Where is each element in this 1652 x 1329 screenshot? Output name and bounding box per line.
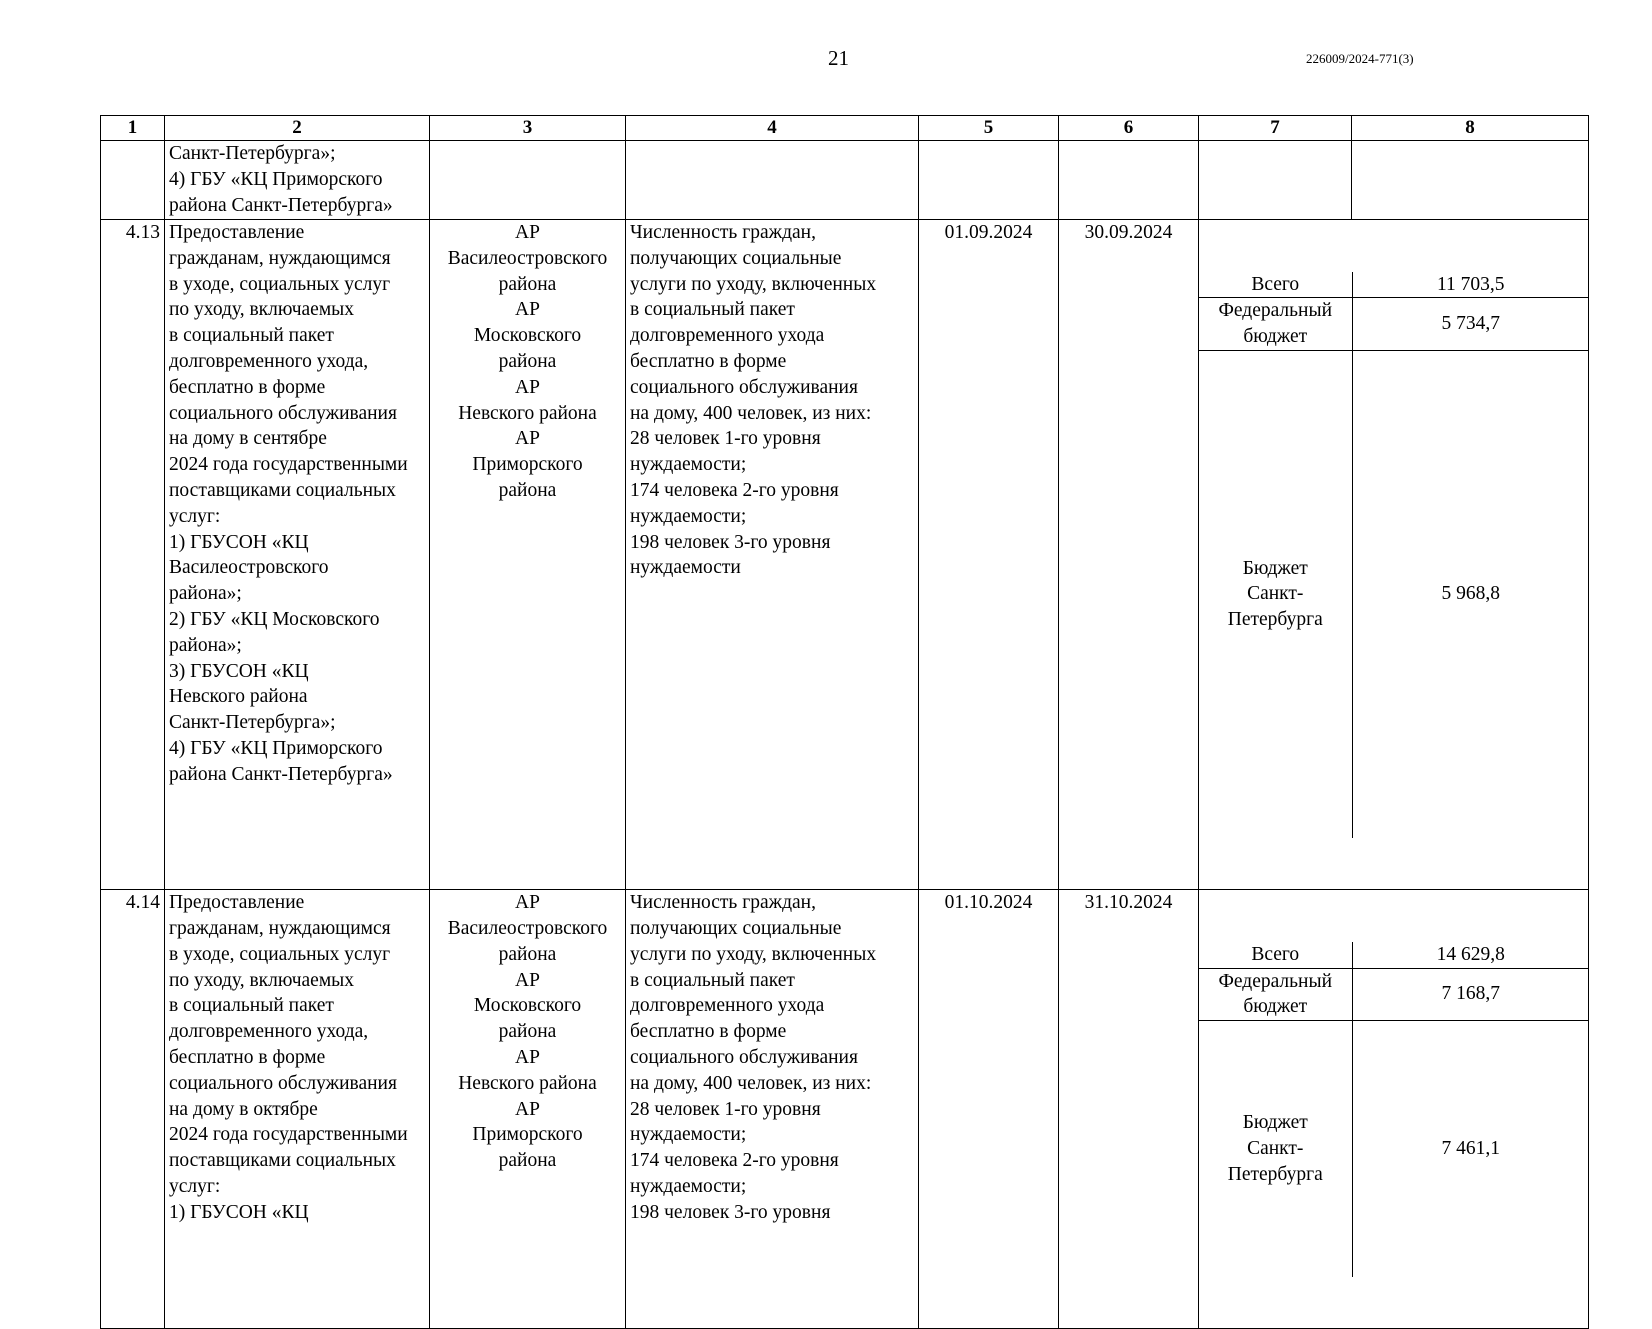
table-row — [101, 220, 1589, 890]
funding-amount: 14 629,8 — [1436, 943, 1505, 965]
column-header: 5 — [919, 116, 1059, 141]
column-header: 4 — [626, 116, 919, 141]
funding-source — [1199, 141, 1352, 220]
row-number — [101, 141, 165, 220]
funding-source: Всего — [1199, 942, 1352, 968]
column-header: 6 — [1059, 116, 1199, 141]
row-number: 4.14 — [101, 890, 165, 1329]
responsible-executors: АР Василеостровского района АР Московского района АР Невского района АР Приморского района — [430, 220, 626, 890]
plan-table — [100, 115, 1589, 1329]
end-date: 30.09.2024 — [1059, 220, 1199, 890]
funding-source: Бюджет Санкт- Петербурга — [1199, 1021, 1352, 1277]
page-number: 21 — [828, 46, 849, 70]
expected-result: Численность граждан, получающих социальные услуги по уходу, включенных в социальный пакет долговременного ухода бесплатно в форме социального обслуживания на дому, 400 человек, из них: 28 человек 1-го уровня нуждаемости; 174 человека 2-го уровня нуждаемости; 198 человек 3-го уровня нуждаемости — [626, 220, 919, 890]
funding-block — [1199, 220, 1589, 890]
start-date — [919, 141, 1059, 220]
funding-amount: 7 168,7 — [1352, 968, 1589, 1021]
start-date: 01.09.2024 — [919, 220, 1059, 890]
document-code: 226009/2024-771(3) — [1306, 51, 1414, 66]
start-date: 01.10.2024 — [919, 890, 1059, 1329]
expected-result — [626, 141, 919, 220]
responsible-executors: АР Василеостровского района АР Московского района АР Невского района АР Приморского района — [430, 890, 626, 1329]
funding-amount: 5 968,8 — [1352, 350, 1589, 837]
column-header: 2 — [165, 116, 430, 141]
funding-source: Федеральный бюджет — [1199, 298, 1352, 351]
funding-amount: 5 734,7 — [1352, 298, 1589, 351]
funding-source: Бюджет Санкт- Петербурга — [1199, 350, 1352, 837]
table-row — [101, 890, 1589, 1329]
funding-amount: 7 461,1 — [1352, 1021, 1589, 1277]
column-header: 1 — [101, 116, 165, 141]
row-number: 4.13 — [101, 220, 165, 890]
funding-amount: 11 703,5 — [1436, 273, 1505, 295]
funding-table — [1199, 272, 1589, 838]
expected-result: Численность граждан, получающих социальные услуги по уходу, включенных в социальный пакет долговременного ухода бесплатно в форме социального обслуживания на дому, 400 человек, из них: 28 человек 1-го уровня нуждаемости; 174 человека 2-го уровня нуждаемости; 198 человек 3-го уровня — [626, 890, 919, 1329]
funding-table — [1199, 942, 1589, 1277]
funding-source: Всего — [1199, 272, 1352, 298]
column-header: 8 — [1352, 116, 1589, 141]
funding-amount — [1352, 141, 1589, 220]
measure-description: Санкт-Петербурга»; 4) ГБУ «КЦ Приморского района Санкт-Петербурга» — [165, 141, 430, 220]
table-row — [101, 141, 1589, 220]
measure-description: Предоставление гражданам, нуждающимся в уходе, социальных услуг по уходу, включаемых в социальный пакет долговременного ухода, бесплатно в форме социального обслуживания на дому в октябре 2024 года государственными поставщиками социальных услуг: 1) ГБУСОН «КЦ — [165, 890, 430, 1329]
column-header: 3 — [430, 116, 626, 141]
funding-source: Федеральный бюджет — [1199, 968, 1352, 1021]
end-date: 31.10.2024 — [1059, 890, 1199, 1329]
table-header-row — [101, 116, 1589, 141]
column-header: 7 — [1199, 116, 1352, 141]
measure-description: Предоставление гражданам, нуждающимся в уходе, социальных услуг по уходу, включаемых в социальный пакет долговременного ухода, бесплатно в форме социального обслуживания на дому в сентябре 2024 года государственными поставщиками социальных услуг: 1) ГБУСОН «КЦ Василеостровского района»; 2) ГБУ «КЦ Московского района»; 3) ГБУСОН «КЦ Невского района Санкт-Петербурга»; 4) ГБУ «КЦ Приморского района Санкт-Петербурга» — [165, 220, 430, 890]
funding-block — [1199, 890, 1589, 1329]
responsible-executors — [430, 141, 626, 220]
end-date — [1059, 141, 1199, 220]
